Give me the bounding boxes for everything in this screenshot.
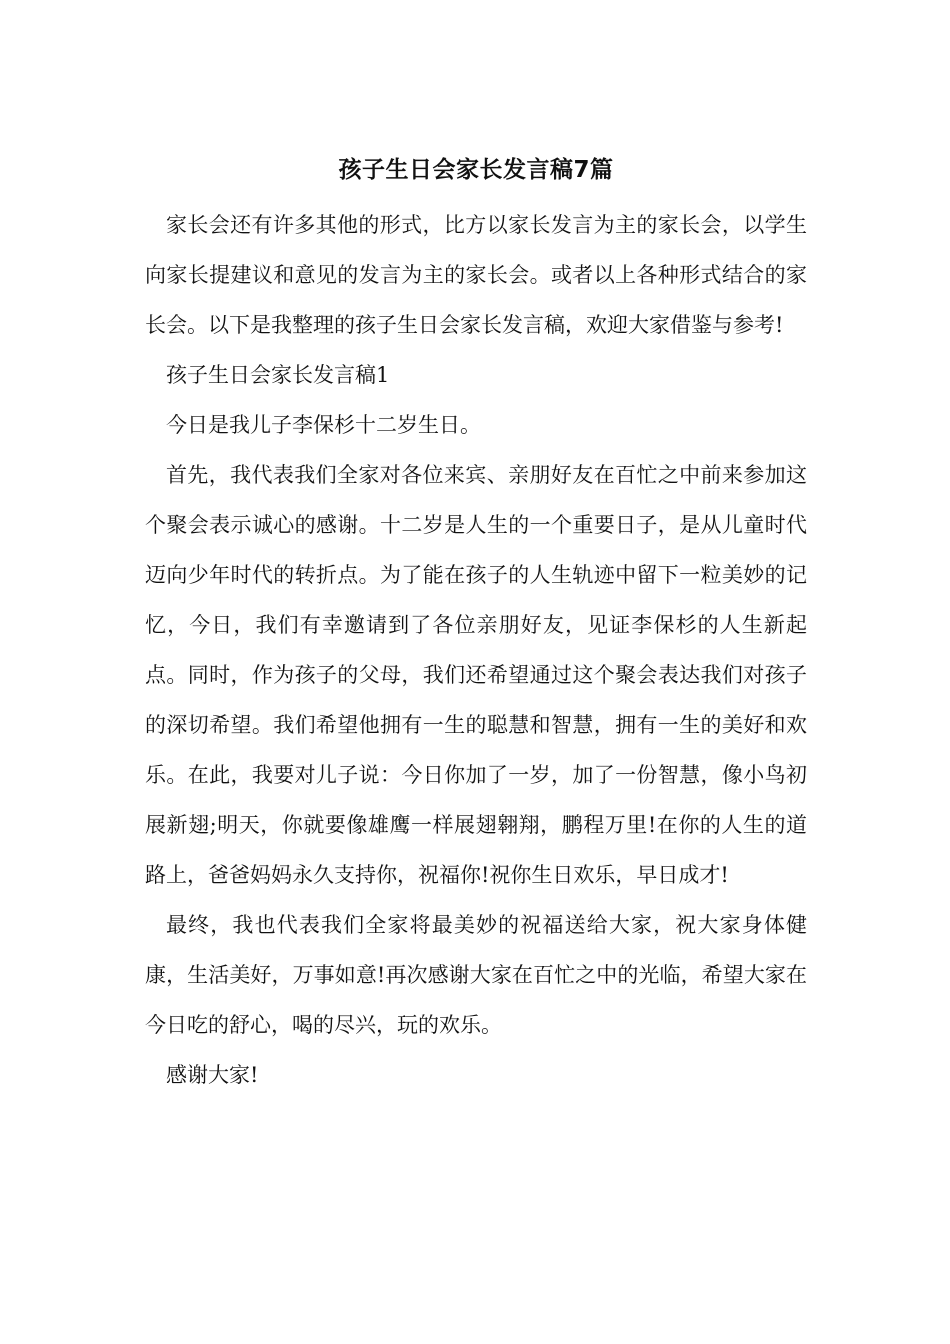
document-title: 孩子生日会家长发言稿7篇: [338, 157, 614, 183]
closing-paragraph: 感谢大家!: [166, 1063, 259, 1087]
document-body: [145, 150, 807, 1100]
intro-paragraph: 家长会还有许多其他的形式，比方以家长发言为主的家长会，以学生向家长提建议和意见的发言为主的家长会。或者以上各种形式结合的家长会。以下是我整理的孩子生日会家长发言稿，欢迎大家借鉴与参考!: [145, 213, 807, 337]
body-paragraph: 首先，我代表我们全家对各位来宾、亲朋好友在百忙之中前来参加这个聚会表示诚心的感谢。十二岁是人生的一个重要日子，是从儿童时代迈向少年时代的转折点。为了能在孩子的人生轨迹中留下一粒美妙的记忆，今日，我们有幸邀请到了各位亲朋好友，见证李保杉的人生新起点。同时，作为孩子的父母，我们还希望通过这个聚会表达我们对孩子的深切希望。我们希望他拥有一生的聪慧和智慧，拥有一生的美好和欢乐。在此，我要对儿子说：今日你加了一岁，加了一份智慧，像小鸟初展新翅;明天，你就要像雄鹰一样展翅翱翔，鹏程万里!在你的人生的道路上，爸爸妈妈永久支持你，祝福你!祝你生日欢乐，早日成才!: [145, 463, 807, 887]
body-paragraph: 今日是我儿子李保杉十二岁生日。: [166, 413, 481, 437]
section-heading: 孩子生日会家长发言稿1: [166, 363, 390, 387]
body-paragraph: 最终，我也代表我们全家将最美妙的祝福送给大家，祝大家身体健康，生活美好，万事如意!再次感谢大家在百忙之中的光临，希望大家在今日吃的舒心，喝的尽兴，玩的欢乐。: [145, 913, 807, 1037]
